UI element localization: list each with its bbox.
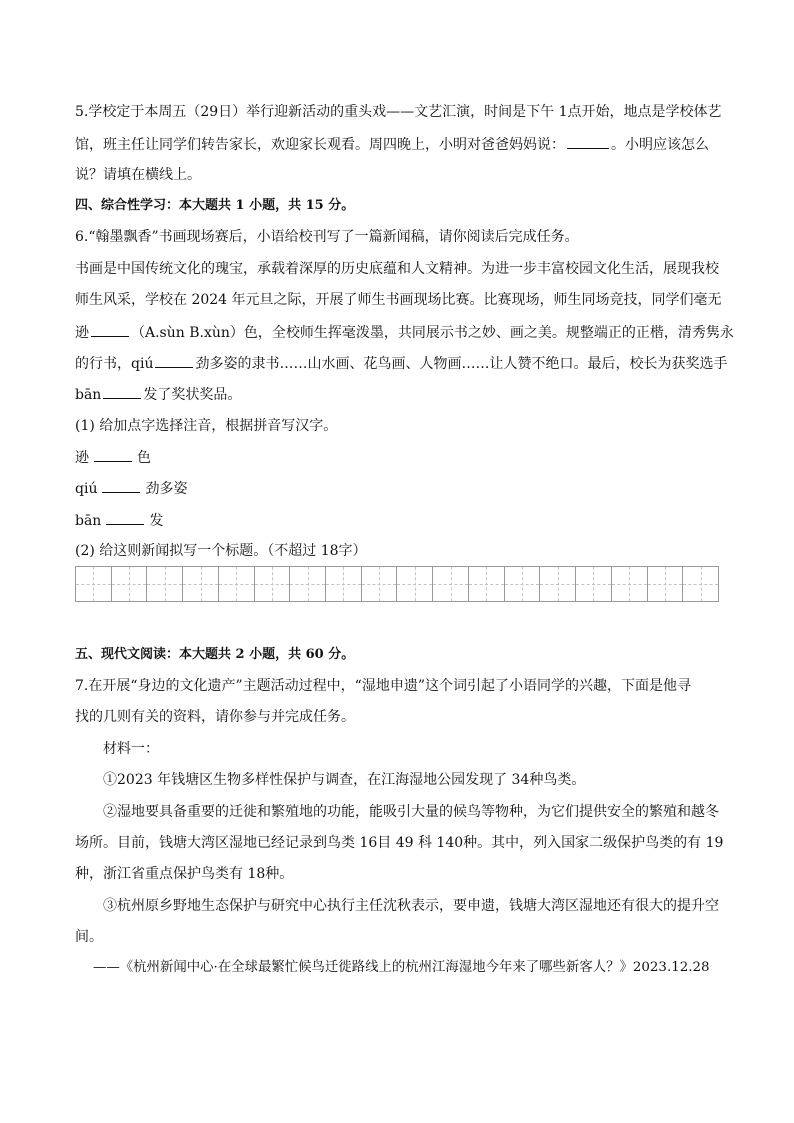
q6-pinyin-ban: bān (75, 387, 102, 403)
grid-cell[interactable] (648, 567, 684, 601)
q6-answer-row-3 (75, 510, 163, 531)
q7-line-1: 7.在开展“身边的文化遗产”主题活动过程中，“湿地申遗”这个词引起了小语同学的兴趣，下面是他寻 (75, 678, 691, 694)
grid-cell[interactable] (112, 567, 148, 601)
q6-passage-line-4 (75, 353, 727, 374)
grid-cell[interactable] (183, 567, 219, 601)
q5-answer-blank[interactable] (567, 134, 609, 149)
grid-cell[interactable] (505, 567, 541, 601)
q6-dotted-char: 逊 (75, 325, 89, 341)
q6-answer-2-blank[interactable] (102, 478, 140, 493)
q6-answer-2-suffix: 劲多姿 (145, 481, 188, 497)
material-1-item-3-line-2: 间。 (75, 929, 103, 945)
q6-blank-1[interactable] (91, 322, 129, 337)
q6-pinyin-qiu: 的行书，qiú (75, 356, 154, 372)
grid-cell[interactable] (255, 567, 291, 601)
section-5-heading: 五、现代文阅读：本大题共 2 小题，共 60 分。 (75, 647, 355, 662)
q6-passage-line-5 (75, 384, 241, 405)
q6-answer-2-label: qiú (75, 481, 98, 497)
q5-line-3: 说？请填在横线上。 (75, 167, 201, 183)
q6-task-1: (1) 给加点字选择注音，根据拼音写汉字。 (75, 418, 338, 434)
grid-cell[interactable] (576, 567, 612, 601)
material-1-item-1: ①2023 年钱塘区生物多样性保护与调查，在江海湿地公园发现了 34种鸟类。 (103, 772, 586, 788)
grid-cell[interactable] (290, 567, 326, 601)
q6-passage-line-2: 师生风采，学校在 2024 年元旦之际，开展了师生书画现场比赛。比赛现场，师生同场竞技，同学们毫无 (75, 292, 722, 308)
q6-passage-line-1: 书画是中国传统文化的瑰宝，承载着深厚的历史底蕴和人文精神。为进一步丰富校园文化生活，展现我校 (75, 261, 719, 277)
q6-passage-line-4-text: 劲多姿的隶书……山水画、花鸟画、人物画……让人赞不绝口。最后，校长为获奖选手 (195, 356, 728, 372)
material-1-source: ——《杭州新闻中心·在全球最繁忙候鸟迁徙路线上的杭州江海湿地今年来了哪些新客人？》2023.12.28 (93, 960, 710, 975)
grid-cell[interactable] (147, 567, 183, 601)
grid-cell[interactable] (76, 567, 112, 601)
q5-line-2-tail: 。小明应该怎么 (611, 137, 709, 153)
grid-cell[interactable] (540, 567, 576, 601)
grid-cell[interactable] (362, 567, 398, 601)
grid-cell[interactable] (612, 567, 648, 601)
q5-line-2-text: 馆，班主任让同学们转告家长，欢迎家长观看。周四晚上，小明对爸爸妈妈说： (75, 137, 565, 153)
grid-cell[interactable] (397, 567, 433, 601)
q6-blank-2[interactable] (155, 353, 193, 368)
title-writing-grid[interactable] (75, 566, 719, 602)
q6-intro: 6.“翰墨飘香”书画现场赛后，小语给校刊写了一篇新闻稿，请你阅读后完成任务。 (75, 229, 579, 245)
q6-answer-3-suffix: 发 (149, 513, 164, 529)
grid-cell[interactable] (326, 567, 362, 601)
q6-passage-line-3 (75, 322, 734, 343)
grid-cell[interactable] (433, 567, 469, 601)
q6-answer-3-blank[interactable] (106, 510, 144, 525)
grid-cell[interactable] (683, 567, 718, 601)
q6-answer-row-1 (75, 447, 151, 468)
section-4-heading: 四、综合性学习：本大题共 1 小题，共 15 分。 (75, 198, 355, 213)
q6-answer-row-2 (75, 478, 187, 499)
grid-cell[interactable] (469, 567, 505, 601)
q5-line-1: 5.学校定于本周五（29日）举行迎新活动的重头戏——文艺汇演，时间是下午 1点开始，地点是学校体艺 (75, 104, 722, 120)
q6-answer-1-suffix: 色 (137, 450, 151, 466)
q6-answer-3-label: bān (75, 513, 102, 529)
material-1-item-2-line-1: ②湿地要具备重要的迁徙和繁殖地的功能，能吸引大量的候鸟等物种，为它们提供安全的繁殖和越冬 (103, 804, 719, 820)
material-1-item-3-line-1: ③杭州原乡野地生态保护与研究中心执行主任沈秋表示，要申遗，钱塘大湾区湿地还有很大的提升空 (103, 898, 719, 914)
q6-answer-1-blank[interactable] (94, 447, 132, 462)
q5-line-2 (75, 134, 709, 155)
q6-passage-line-5-text: 发了奖状奖品。 (143, 387, 242, 403)
q7-line-2: 找的几则有关的资料，请你参与并完成任务。 (75, 709, 355, 725)
q6-answer-1-label: 逊 (75, 450, 89, 466)
q6-passage-line-3-text: （A.sùn B.xùn）色，全校师生挥毫泼墨，共同展示书之妙、画之美。规整端正的正楷，清秀隽永 (131, 325, 734, 341)
material-1-item-2-line-2: 场所。目前，钱塘大湾区湿地已经记录到鸟类 16目 49 科 140种。其中，列入国家二级保护鸟类的有 19 (75, 835, 724, 851)
q6-blank-3[interactable] (103, 384, 141, 399)
material-1-label: 材料一： (103, 741, 159, 757)
q6-task-2: (2) 给这则新闻拟写一个标题。（不超过 18字） (75, 543, 367, 559)
grid-cell[interactable] (219, 567, 255, 601)
material-1-item-2-line-3: 种，浙江省重点保护鸟类有 18种。 (75, 866, 294, 882)
